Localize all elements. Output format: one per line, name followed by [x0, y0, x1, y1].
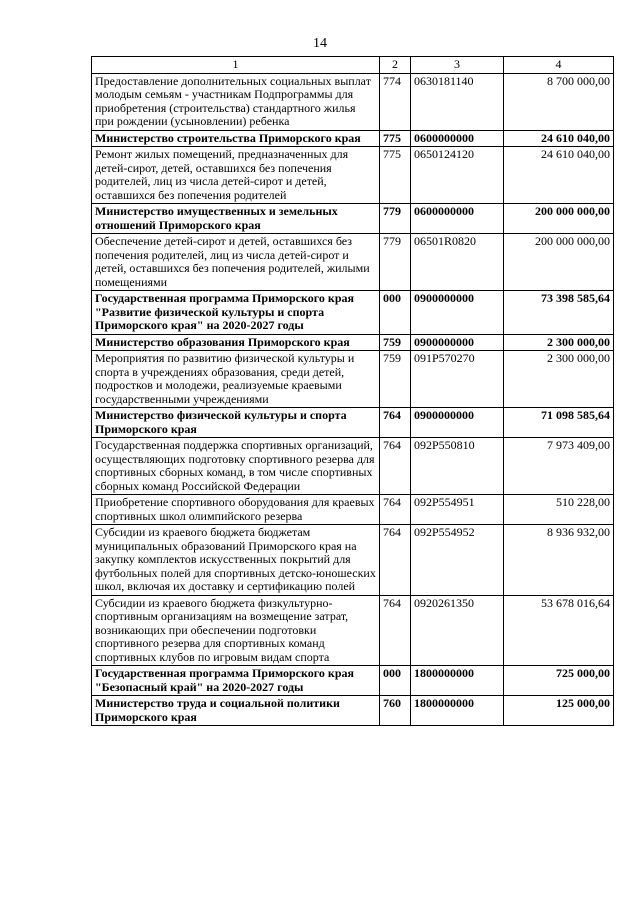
- row-amount-cell: 2 300 000,00: [504, 334, 614, 351]
- row-ministry-code-cell: 760: [380, 696, 411, 726]
- row-target-code-cell: 0650124120: [411, 147, 504, 204]
- table-row: [92, 130, 614, 147]
- row-ministry-code-cell: 764: [380, 595, 411, 666]
- row-target-code-cell: 0600000000: [411, 130, 504, 147]
- row-ministry-code-cell: 764: [380, 525, 411, 596]
- row-target-code-cell: 0630181140: [411, 73, 504, 130]
- row-target-code-cell: 1800000000: [411, 666, 504, 696]
- row-amount-cell: 71 098 585,64: [504, 408, 614, 438]
- row-target-code-cell: 0900000000: [411, 334, 504, 351]
- table-row: [92, 525, 614, 596]
- column-header: 4: [504, 57, 614, 74]
- row-name-cell: Министерство физической культуры и спорта Приморского края: [92, 408, 380, 438]
- row-ministry-code-cell: 764: [380, 438, 411, 495]
- row-name-cell: Министерство имущественных и земельных отношений Приморского края: [92, 204, 380, 234]
- budget-table: [91, 56, 614, 726]
- row-name-cell: Субсидии из краевого бюджета бюджетам муниципальных образований Приморского края на закупку комплектов искусственных покрытий для футбольных полей для спортивных детско-юношеских школ, включая их доставку и сертификацию полей: [92, 525, 380, 596]
- row-amount-cell: 73 398 585,64: [504, 291, 614, 335]
- row-name-cell: Государственная программа Приморского края "Развитие физической культуры и спорта Приморского края" на 2020-2027 годы: [92, 291, 380, 335]
- row-amount-cell: 24 610 040,00: [504, 147, 614, 204]
- row-amount-cell: 8 700 000,00: [504, 73, 614, 130]
- table-row: [92, 147, 614, 204]
- row-ministry-code-cell: 779: [380, 204, 411, 234]
- row-ministry-code-cell: 764: [380, 495, 411, 525]
- table-row: [92, 351, 614, 408]
- row-name-cell: Приобретение спортивного оборудования для краевых спортивных школ олимпийского резерва: [92, 495, 380, 525]
- row-ministry-code-cell: 000: [380, 291, 411, 335]
- row-target-code-cell: 0920261350: [411, 595, 504, 666]
- row-target-code-cell: 092P550810: [411, 438, 504, 495]
- row-amount-cell: 24 610 040,00: [504, 130, 614, 147]
- table-row: [92, 234, 614, 291]
- row-target-code-cell: 0600000000: [411, 204, 504, 234]
- row-target-code-cell: 0900000000: [411, 291, 504, 335]
- row-name-cell: Министерство образования Приморского края: [92, 334, 380, 351]
- column-header: 3: [411, 57, 504, 74]
- row-ministry-code-cell: 759: [380, 351, 411, 408]
- row-ministry-code-cell: 775: [380, 147, 411, 204]
- row-amount-cell: 510 228,00: [504, 495, 614, 525]
- table-row: [92, 696, 614, 726]
- row-target-code-cell: 0900000000: [411, 408, 504, 438]
- row-name-cell: Государственная поддержка спортивных организаций, осуществляющих подготовку спортивного резерва для спортивных сборных команд, в том числе спортивных сборных команд Российской Федерации: [92, 438, 380, 495]
- row-amount-cell: 7 973 409,00: [504, 438, 614, 495]
- table-header-row: [92, 57, 614, 74]
- table-row: [92, 204, 614, 234]
- row-amount-cell: 8 936 932,00: [504, 525, 614, 596]
- row-name-cell: Предоставление дополнительных социальных выплат молодым семьям - участникам Подпрограммы для приобретения (строительства) стандартного жилья при рождении (усыновлении) ребенка: [92, 73, 380, 130]
- row-name-cell: Обеспечение детей-сирот и детей, оставшихся без попечения родителей, лиц из числа детей-сирот и детей, оставшихся без попечения родителей, жилыми помещениями: [92, 234, 380, 291]
- table-row: [92, 438, 614, 495]
- row-amount-cell: 125 000,00: [504, 696, 614, 726]
- table-row: [92, 495, 614, 525]
- page-number: 14: [313, 36, 327, 51]
- table-row: [92, 666, 614, 696]
- row-name-cell: Ремонт жилых помещений, предназначенных для детей-сирот, детей, оставшихся без попечения родителей, лиц из числа детей-сирот и детей, оставшихся без попечения родителей: [92, 147, 380, 204]
- row-amount-cell: 200 000 000,00: [504, 234, 614, 291]
- row-name-cell: Министерство строительства Приморского края: [92, 130, 380, 147]
- row-name-cell: Министерство труда и социальной политики Приморского края: [92, 696, 380, 726]
- row-name-cell: Мероприятия по развитию физической культуры и спорта в учреждениях образования, среди детей, подростков и молодежи, реализуемые краевыми государственными учреждениями: [92, 351, 380, 408]
- table-row: [92, 408, 614, 438]
- row-ministry-code-cell: 774: [380, 73, 411, 130]
- table-row: [92, 595, 614, 666]
- table-row: [92, 291, 614, 335]
- row-ministry-code-cell: 759: [380, 334, 411, 351]
- row-ministry-code-cell: 779: [380, 234, 411, 291]
- row-target-code-cell: 092P554952: [411, 525, 504, 596]
- row-target-code-cell: 091P570270: [411, 351, 504, 408]
- row-ministry-code-cell: 000: [380, 666, 411, 696]
- row-target-code-cell: 092P554951: [411, 495, 504, 525]
- row-name-cell: Государственная программа Приморского края "Безопасный край" на 2020-2027 годы: [92, 666, 380, 696]
- column-header: 2: [380, 57, 411, 74]
- row-amount-cell: 200 000 000,00: [504, 204, 614, 234]
- table-row: [92, 73, 614, 130]
- row-ministry-code-cell: 775: [380, 130, 411, 147]
- row-amount-cell: 53 678 016,64: [504, 595, 614, 666]
- row-target-code-cell: 1800000000: [411, 696, 504, 726]
- row-amount-cell: 2 300 000,00: [504, 351, 614, 408]
- table-row: [92, 334, 614, 351]
- column-header: 1: [92, 57, 380, 74]
- row-target-code-cell: 06501R0820: [411, 234, 504, 291]
- row-name-cell: Субсидии из краевого бюджета физкультурно-спортивным организациям на возмещение затрат, возникающих при обеспечении подготовки спортивного резерва для спортивных команд спортивных клубов по игровым видам спорта: [92, 595, 380, 666]
- row-amount-cell: 725 000,00: [504, 666, 614, 696]
- row-ministry-code-cell: 764: [380, 408, 411, 438]
